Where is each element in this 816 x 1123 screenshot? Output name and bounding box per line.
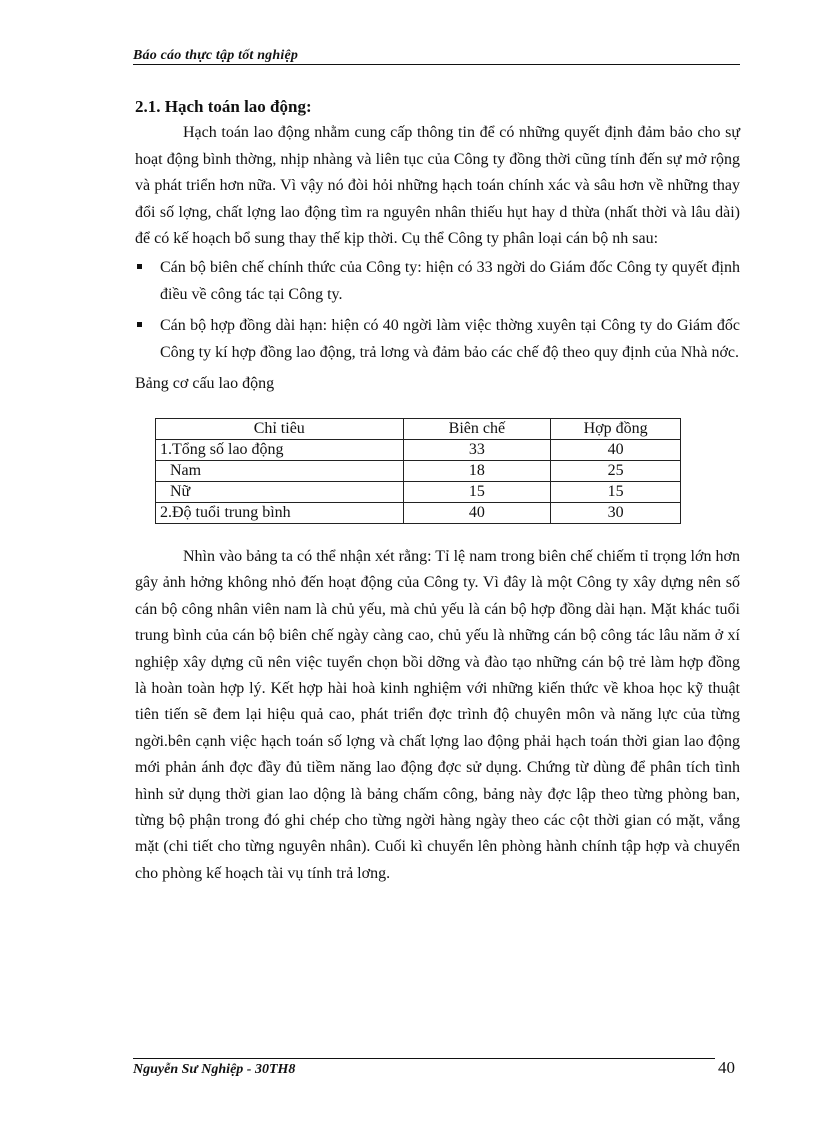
table-row [156, 460, 681, 481]
list-item [135, 313, 740, 366]
table-cell: 40 [551, 439, 681, 460]
analysis-paragraph: Nhìn vào bảng ta có thể nhận xét rằng: Tỉ lệ nam trong biên chế chiếm tỉ trọng lớn hơn gây ảnh hởng không nhỏ đến hoạt động của Công ty. Vì đây là một Công ty xây dựng nên số cán bộ công nhân viên nam là chủ yếu, mà chủ yếu là cán bộ hợp đồng dài hạn. Mặt khác tuổi trung bình của cán bộ biên chế ngày càng cao, chủ yếu là những cán bộ công tác lâu năm ở xí nghiệp xây dựng cũ nên việc tuyển chọn bồi dỡng và đào tạo những cán bộ trẻ làm hợp đồng là hoàn toàn hợp lý. Kết hợp hài hoà kinh nghiệm với những kiến thức về khoa học kỹ thuật tiên tiến sẽ đem lại hiệu quả cao, phát triển đợc trình độ chuyên môn và năng lực của từng ngời.bên cạnh việc hạch toán số lợng và chất lợng lao động phải hạch toán thời gian lao động mới phản ánh đợc đầy đủ tiềm năng lao động đợc sử dụng. Chứng từ dùng để phân tích tình hình sử dụng thời gian lao dộng là bảng chấm công, bảng này đợc lập theo từng phòng ban, từng bộ phận trong đó ghi chép cho từng ngời hàng ngày theo các cột thời gian có mặt, vắng mặt (chi tiết cho từng nguyên nhân). Cuối kì chuyển lên phòng hành chính tập hợp và chuyển cho phòng kế hoạch tài vụ tính trả lơng. [135, 547, 740, 882]
labor-structure-table [155, 418, 681, 524]
header-rule [133, 64, 740, 65]
table-cell: 30 [551, 502, 681, 523]
table-cell: 25 [551, 460, 681, 481]
table-cell: 18 [403, 460, 551, 481]
main-content [135, 94, 740, 887]
footer-rule [133, 1058, 715, 1059]
column-header: Biên chế [403, 418, 551, 439]
table-header-row [156, 418, 681, 439]
table-cell: 1.Tổng số lao động [156, 439, 404, 460]
column-header: Hợp đồng [551, 418, 681, 439]
square-bullet-icon [137, 264, 142, 269]
section-title: 2.1. Hạch toán lao động: [135, 97, 312, 116]
list-item-text: Cán bộ biên chế chính thức của Công ty: hiện có 33 ngời do Giám đốc Công ty quyết định điều về công tác tại Công ty. [160, 258, 740, 303]
staff-type-list [135, 255, 740, 366]
square-bullet-icon [137, 322, 142, 327]
running-header: Báo cáo thực tập tốt nghiệp [133, 48, 299, 63]
table-cell: 15 [403, 481, 551, 502]
table-row [156, 481, 681, 502]
table-cell: Nữ [156, 481, 404, 502]
intro-paragraph: Hạch toán lao động nhằm cung cấp thông tin để có những quyết định đảm bảo cho sự hoạt động bình thờng, nhịp nhàng và liên tục của Công ty đồng thời cũng tính đến sự mở rộng và phát triển hơn nữa. Vì vậy nó đòi hỏi những hạch toán chính xác và sâu hơn về những thay đổi số lợng, chất lợng lao động tìm ra nguyên nhân thiếu hụt hay d thừa (nhất thời và lâu dài) để có kế hoạch bổ sung thay thế kịp thời. Cụ thể Công ty phân loại cán bộ nh sau: [135, 124, 740, 248]
footer-author: Nguyễn Sư Nghiệp - 30TH8 [133, 1062, 296, 1077]
page-number: 40 [718, 1058, 735, 1077]
table-cell: 2.Độ tuổi trung bình [156, 502, 404, 523]
table-cell: Nam [156, 460, 404, 481]
table-cell: 15 [551, 481, 681, 502]
table-caption: Bảng cơ cấu lao động [135, 375, 275, 393]
table-cell: 40 [403, 502, 551, 523]
table-row [156, 502, 681, 523]
table-container [155, 418, 740, 524]
list-item [135, 255, 740, 308]
column-header: Chỉ tiêu [156, 418, 404, 439]
table-row [156, 439, 681, 460]
table-cell: 33 [403, 439, 551, 460]
list-item-text: Cán bộ hợp đồng dài hạn: hiện có 40 ngời làm việc thờng xuyên tại Công ty do Giám đốc Công ty kí hợp đồng lao động, trả lơng và đảm bảo các chế độ theo quy định của Nhà nớc. [160, 317, 740, 361]
